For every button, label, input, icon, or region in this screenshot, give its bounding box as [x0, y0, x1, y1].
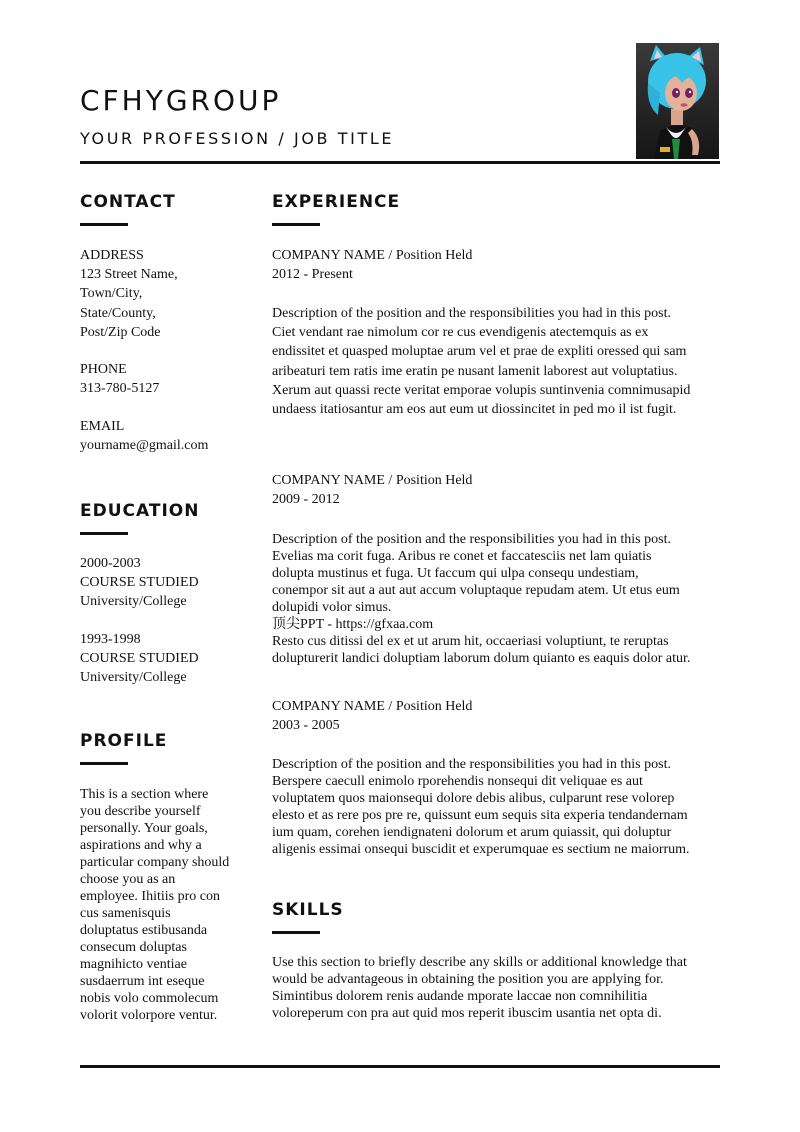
phone-label: PHONE	[80, 362, 127, 377]
profile-line: This is a section where	[80, 787, 209, 802]
education-entry	[80, 554, 199, 612]
job-description-line: ium quam, corehen iendignateni dolorum et arum quiassit, qui doluptur	[272, 825, 672, 840]
job-description-line: Description of the position and the responsibilities you had in this post.	[272, 306, 671, 321]
profile-line: particular company should	[80, 855, 230, 870]
skills-line: voloreperum con pra aut quid mos reperit ibuscim usantia net opta di.	[272, 1006, 662, 1021]
job-description-line: Xerum aut quassi recte veritat emporae volupis suntinvenia comnimusapid	[272, 382, 691, 398]
job-description-line: endissitet et quasped moluptae arum vel et prae de expliti oressed qui sam	[272, 344, 687, 360]
job-title-line: COMPANY NAME / Position Held	[272, 699, 473, 714]
job-description-line: Description of the position and the responsibilities you had in this post.	[272, 757, 671, 772]
education-course: COURSE STUDIED	[80, 651, 199, 667]
education-course: COURSE STUDIED	[80, 575, 199, 591]
skills-text	[272, 954, 687, 1022]
profile-line: doluptatus estibusanda	[80, 923, 208, 938]
job-description-line: Berspere caecull enimolo rporehendis nonsequi dit veliquae es aut	[272, 774, 643, 789]
profile-line: personally. Your goals,	[80, 821, 208, 836]
job-description-line: elesto et as rere pos pre re, quissunt eum sequis sita experia tendandernam	[272, 808, 688, 823]
job-title-line: COMPANY NAME / Position Held	[272, 248, 473, 263]
job-title-line: COMPANY NAME / Position Held	[272, 473, 473, 488]
job-description-line: dolupturerit landici doluptiam laborum dolum quianto es eaquis dolor atur.	[272, 651, 691, 666]
profile-line: volorit volorpore ventur.	[80, 1008, 218, 1023]
profile-heading-underline	[80, 762, 128, 765]
education-years: 1993-1998	[80, 632, 141, 647]
email-address: yourname@gmail.com	[80, 438, 209, 454]
address-line: State/County,	[80, 305, 156, 321]
job-entry-header	[272, 246, 472, 284]
job-description-line: voluptatem quos maionsequi dolore debis alibus, culparunt rese volorep	[272, 791, 675, 806]
job-description-line: Resto cus ditissi del ex et ut arum hit, occaeriasi voluptiunt, te reruptas	[272, 634, 669, 649]
job-dates: 2009 - 2012	[272, 492, 340, 508]
contact-heading: CONTACT	[80, 192, 176, 212]
education-years: 2000-2003	[80, 556, 141, 571]
job-description-line: Description of the position and the responsibilities you had in this post.	[272, 532, 671, 547]
skills-heading: SKILLS	[272, 900, 344, 920]
job-dates: 2012 - Present	[272, 267, 353, 283]
education-school: University/College	[80, 594, 187, 610]
address-line: Post/Zip Code	[80, 324, 161, 340]
profile-line: magnihicto ventiae	[80, 957, 187, 972]
address-line: 123 Street Name,	[80, 267, 178, 283]
experience-heading: EXPERIENCE	[272, 192, 401, 212]
address-line: Town/City,	[80, 286, 143, 302]
education-entry	[80, 630, 199, 688]
profile-line: employee. Ihitiis pro con	[80, 889, 220, 904]
job-description	[272, 531, 690, 667]
job-description-line: 顶尖PPT - https://gfxaa.com	[272, 617, 434, 632]
job-dates: 2003 - 2005	[272, 718, 340, 734]
contact-heading-underline	[80, 223, 128, 226]
job-description-line: conempor sit aut a aut aut accum voluptaque repudam atem. Ut etus eum	[272, 583, 680, 598]
skills-heading-underline	[272, 931, 320, 934]
job-description	[272, 756, 690, 858]
address-label: ADDRESS	[80, 248, 144, 263]
contact-address	[80, 246, 178, 342]
header-divider	[80, 161, 720, 164]
phone-number: 313-780-5127	[80, 381, 160, 397]
profile-line: nobis volo commolecum	[80, 991, 219, 1006]
job-entry-header	[272, 697, 472, 735]
footer-divider	[80, 1065, 720, 1068]
education-heading: EDUCATION	[80, 501, 200, 521]
profile-line: aspirations and why a	[80, 838, 202, 853]
profile-line: you describe yourself	[80, 804, 201, 819]
job-title: YOUR PROFESSION / JOB TITLE	[80, 129, 395, 148]
job-description-line: dolupidi volor simus.	[272, 600, 392, 615]
profile-line: cus samenisquis	[80, 906, 171, 921]
profile-heading: PROFILE	[80, 731, 168, 751]
skills-line: Use this section to briefly describe any skills or additional knowledge that	[272, 955, 687, 970]
education-school: University/College	[80, 670, 187, 686]
avatar-photo	[636, 43, 719, 159]
profile-line: susdaerrum int eseque	[80, 974, 205, 989]
profile-line: choose you as an	[80, 872, 176, 887]
skills-line: would be advantageous in obtaining the position you are applying for.	[272, 972, 664, 987]
experience-heading-underline	[272, 223, 320, 226]
profile-text	[80, 786, 229, 1024]
profile-line: consecum doluptas	[80, 940, 187, 955]
email-label: EMAIL	[80, 419, 125, 434]
job-description-line: Ciet vendant rae nimolum cor re cus evendigenis atectemquis as ex	[272, 325, 649, 341]
avatar-illustration-icon	[636, 43, 719, 159]
job-description-line: dolupta mustinus et fuga. Ut faccum qui ulpa consequ undestiam,	[272, 566, 639, 581]
job-description-line: aligenis essimai onsequi buscidit et experumquae es sectium ne maiorrum.	[272, 842, 690, 857]
contact-phone	[80, 360, 159, 398]
job-description-line: aribeaturi tem ratis ime eratin pe nusant lamenit laborest aut voluptatius.	[272, 363, 678, 379]
job-description-line: Evelias ma corit fuga. Aribus re conet et faccatesciis net lam quiatis	[272, 549, 652, 564]
education-heading-underline	[80, 532, 128, 535]
job-description	[272, 304, 690, 419]
job-entry-header	[272, 471, 472, 509]
contact-email	[80, 417, 208, 455]
skills-line: Simintibus dolorem renis audande mporate laccae non comnihilitia	[272, 989, 648, 1004]
job-description-line: undaess itatiosantur am eos aut eum ut diossincitet in ped mo il ist fugit.	[272, 402, 677, 418]
resume-name: CFHYGROUP	[80, 84, 282, 117]
